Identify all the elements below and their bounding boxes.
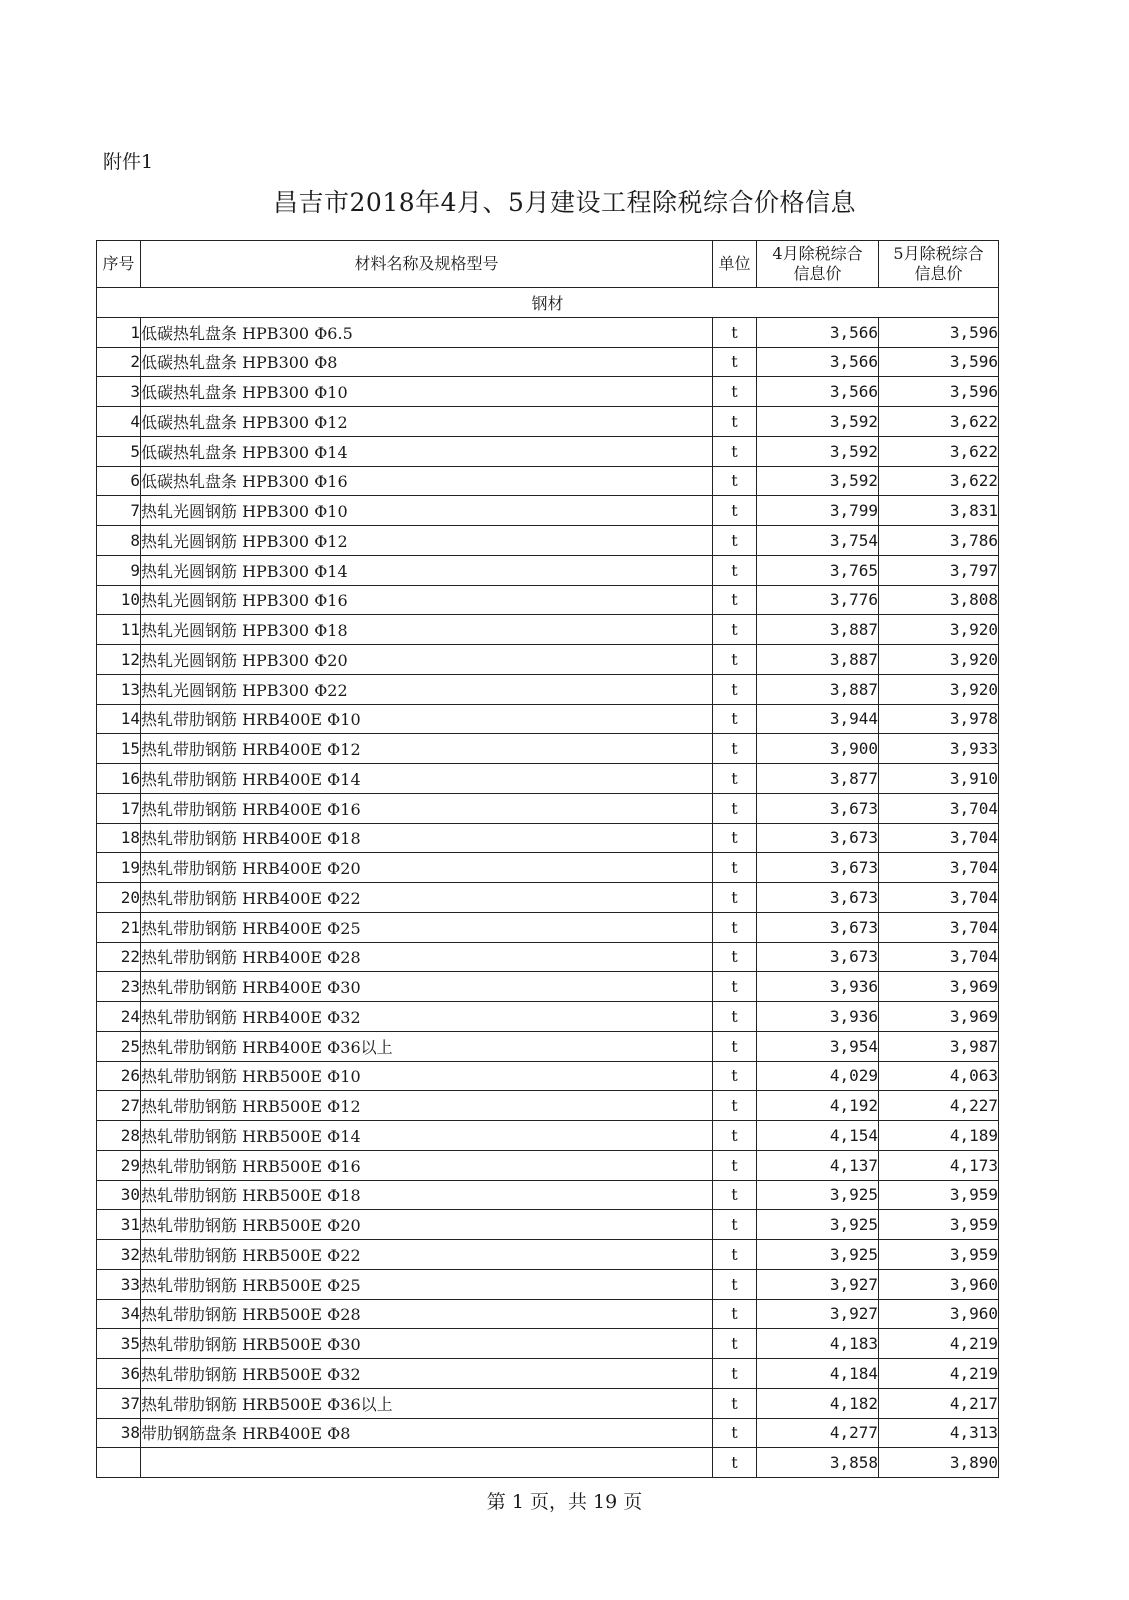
row-number: 9 xyxy=(97,555,141,585)
header-may-line1: 5月除税综合 xyxy=(893,244,984,263)
april-price: 3,887 xyxy=(757,645,879,675)
table-row xyxy=(97,1031,999,1061)
material-name: 热轧光圆钢筋 HPB300 Φ18 xyxy=(141,615,713,645)
may-price: 3,959 xyxy=(879,1210,999,1240)
table-row xyxy=(97,555,999,585)
unit-cell: t xyxy=(713,1359,757,1389)
material-name: 热轧带肋钢筋 HRB500E Φ36以上 xyxy=(141,1388,713,1418)
category-row xyxy=(97,288,999,318)
row-number: 8 xyxy=(97,526,141,556)
may-price: 3,704 xyxy=(879,793,999,823)
table-row xyxy=(97,1121,999,1151)
may-price: 3,960 xyxy=(879,1269,999,1299)
page-footer: 第 1 页，共 19 页 xyxy=(486,1491,643,1513)
header-unit: 单位 xyxy=(713,241,757,288)
may-price: 4,313 xyxy=(879,1418,999,1448)
table-row xyxy=(97,1269,999,1299)
row-number: 35 xyxy=(97,1329,141,1359)
unit-cell: t xyxy=(713,942,757,972)
material-name: 热轧光圆钢筋 HPB300 Φ12 xyxy=(141,526,713,556)
unit-cell: t xyxy=(713,704,757,734)
table-row xyxy=(97,1359,999,1389)
material-name: 热轧带肋钢筋 HRB400E Φ20 xyxy=(141,853,713,883)
row-number: 33 xyxy=(97,1269,141,1299)
may-price: 3,920 xyxy=(879,674,999,704)
table-row xyxy=(97,972,999,1002)
unit-cell: t xyxy=(713,1002,757,1032)
april-price: 4,137 xyxy=(757,1150,879,1180)
row-number xyxy=(97,1448,141,1478)
table-row xyxy=(97,645,999,675)
unit-cell: t xyxy=(713,317,757,347)
table-row xyxy=(97,466,999,496)
table-row xyxy=(97,704,999,734)
april-price: 3,925 xyxy=(757,1210,879,1240)
row-number: 38 xyxy=(97,1418,141,1448)
april-price: 3,592 xyxy=(757,436,879,466)
row-number: 31 xyxy=(97,1210,141,1240)
material-name: 低碳热轧盘条 HPB300 Φ6.5 xyxy=(141,317,713,347)
row-number: 14 xyxy=(97,704,141,734)
table-row xyxy=(97,1002,999,1032)
table-row xyxy=(97,942,999,972)
april-price: 3,673 xyxy=(757,912,879,942)
material-name: 热轧带肋钢筋 HRB500E Φ16 xyxy=(141,1150,713,1180)
may-price: 4,217 xyxy=(879,1388,999,1418)
may-price: 3,969 xyxy=(879,1002,999,1032)
row-number: 30 xyxy=(97,1180,141,1210)
header-apr-line2: 信息价 xyxy=(793,264,842,283)
row-number: 21 xyxy=(97,912,141,942)
material-name: 热轧带肋钢筋 HRB400E Φ12 xyxy=(141,734,713,764)
unit-cell: t xyxy=(713,1418,757,1448)
row-number: 3 xyxy=(97,377,141,407)
table-row xyxy=(97,1210,999,1240)
april-price: 3,592 xyxy=(757,466,879,496)
unit-cell: t xyxy=(713,466,757,496)
april-price: 3,927 xyxy=(757,1299,879,1329)
material-name: 热轧带肋钢筋 HRB400E Φ28 xyxy=(141,942,713,972)
may-price: 3,987 xyxy=(879,1031,999,1061)
april-price: 3,673 xyxy=(757,883,879,913)
may-price: 3,596 xyxy=(879,377,999,407)
unit-cell: t xyxy=(713,674,757,704)
may-price: 3,797 xyxy=(879,555,999,585)
row-number: 16 xyxy=(97,764,141,794)
row-number: 22 xyxy=(97,942,141,972)
row-number: 12 xyxy=(97,645,141,675)
row-number: 27 xyxy=(97,1091,141,1121)
may-price: 3,831 xyxy=(879,496,999,526)
may-price: 3,596 xyxy=(879,317,999,347)
may-price: 3,959 xyxy=(879,1180,999,1210)
material-name: 热轧带肋钢筋 HRB500E Φ18 xyxy=(141,1180,713,1210)
april-price: 3,936 xyxy=(757,972,879,1002)
may-price: 3,704 xyxy=(879,883,999,913)
may-price: 4,189 xyxy=(879,1121,999,1151)
table-row xyxy=(97,912,999,942)
material-name: 热轧带肋钢筋 HRB400E Φ22 xyxy=(141,883,713,913)
header-may-price xyxy=(879,241,999,288)
material-name: 热轧带肋钢筋 HRB400E Φ16 xyxy=(141,793,713,823)
table-row xyxy=(97,764,999,794)
table-row xyxy=(97,1448,999,1478)
material-name: 低碳热轧盘条 HPB300 Φ12 xyxy=(141,407,713,437)
row-number: 13 xyxy=(97,674,141,704)
may-price: 3,910 xyxy=(879,764,999,794)
table-row xyxy=(97,1091,999,1121)
may-price: 4,219 xyxy=(879,1329,999,1359)
unit-cell: t xyxy=(713,615,757,645)
material-name: 热轧带肋钢筋 HRB500E Φ25 xyxy=(141,1269,713,1299)
table-row xyxy=(97,1329,999,1359)
unit-cell: t xyxy=(713,734,757,764)
april-price: 3,887 xyxy=(757,674,879,704)
row-number: 29 xyxy=(97,1150,141,1180)
may-price: 3,704 xyxy=(879,942,999,972)
material-name: 热轧带肋钢筋 HRB400E Φ10 xyxy=(141,704,713,734)
april-price: 3,673 xyxy=(757,793,879,823)
may-price: 4,063 xyxy=(879,1061,999,1091)
material-name: 热轧带肋钢筋 HRB500E Φ14 xyxy=(141,1121,713,1151)
may-price: 3,933 xyxy=(879,734,999,764)
row-number: 25 xyxy=(97,1031,141,1061)
may-price: 3,622 xyxy=(879,407,999,437)
material-name: 热轧光圆钢筋 HPB300 Φ16 xyxy=(141,585,713,615)
row-number: 5 xyxy=(97,436,141,466)
table-row xyxy=(97,377,999,407)
unit-cell: t xyxy=(713,1210,757,1240)
header-name: 材料名称及规格型号 xyxy=(141,241,713,288)
unit-cell: t xyxy=(713,496,757,526)
april-price: 4,277 xyxy=(757,1418,879,1448)
unit-cell: t xyxy=(713,585,757,615)
table-row xyxy=(97,883,999,913)
material-name: 低碳热轧盘条 HPB300 Φ14 xyxy=(141,436,713,466)
material-name: 热轧带肋钢筋 HRB500E Φ28 xyxy=(141,1299,713,1329)
april-price: 3,592 xyxy=(757,407,879,437)
unit-cell: t xyxy=(713,347,757,377)
material-name: 热轧带肋钢筋 HRB500E Φ20 xyxy=(141,1210,713,1240)
unit-cell: t xyxy=(713,823,757,853)
may-price: 4,219 xyxy=(879,1359,999,1389)
table-row xyxy=(97,585,999,615)
price-table xyxy=(96,240,999,1478)
table-row xyxy=(97,347,999,377)
may-price: 3,890 xyxy=(879,1448,999,1478)
row-number: 24 xyxy=(97,1002,141,1032)
unit-cell: t xyxy=(713,764,757,794)
april-price: 3,566 xyxy=(757,317,879,347)
april-price: 3,673 xyxy=(757,823,879,853)
may-price: 4,173 xyxy=(879,1150,999,1180)
table-row xyxy=(97,1299,999,1329)
material-name: 热轧带肋钢筋 HRB400E Φ32 xyxy=(141,1002,713,1032)
header-may-line2: 信息价 xyxy=(914,264,963,283)
attachment-label: 附件1 xyxy=(103,151,154,173)
april-price: 3,673 xyxy=(757,942,879,972)
unit-cell: t xyxy=(713,1329,757,1359)
page-title: 昌吉市2018年4月、5月建设工程除税综合价格信息 xyxy=(273,188,856,217)
april-price: 3,858 xyxy=(757,1448,879,1478)
april-price: 3,776 xyxy=(757,585,879,615)
table-row xyxy=(97,526,999,556)
may-price: 3,704 xyxy=(879,912,999,942)
unit-cell: t xyxy=(713,407,757,437)
header-no: 序号 xyxy=(97,241,141,288)
row-number: 4 xyxy=(97,407,141,437)
unit-cell: t xyxy=(713,526,757,556)
table-row xyxy=(97,496,999,526)
may-price: 3,622 xyxy=(879,466,999,496)
april-price: 3,673 xyxy=(757,853,879,883)
material-name: 低碳热轧盘条 HPB300 Φ8 xyxy=(141,347,713,377)
unit-cell: t xyxy=(713,1091,757,1121)
header-apr-price xyxy=(757,241,879,288)
table-row xyxy=(97,1061,999,1091)
table-row xyxy=(97,615,999,645)
unit-cell: t xyxy=(713,1121,757,1151)
april-price: 3,765 xyxy=(757,555,879,585)
may-price: 3,960 xyxy=(879,1299,999,1329)
may-price: 3,786 xyxy=(879,526,999,556)
row-number: 34 xyxy=(97,1299,141,1329)
may-price: 3,920 xyxy=(879,645,999,675)
unit-cell: t xyxy=(713,645,757,675)
table-row xyxy=(97,407,999,437)
april-price: 3,954 xyxy=(757,1031,879,1061)
may-price: 3,704 xyxy=(879,853,999,883)
april-price: 4,182 xyxy=(757,1388,879,1418)
unit-cell: t xyxy=(713,377,757,407)
april-price: 3,944 xyxy=(757,704,879,734)
row-number: 10 xyxy=(97,585,141,615)
unit-cell: t xyxy=(713,1061,757,1091)
material-name: 热轧光圆钢筋 HPB300 Φ22 xyxy=(141,674,713,704)
april-price: 3,887 xyxy=(757,615,879,645)
material-name: 低碳热轧盘条 HPB300 Φ16 xyxy=(141,466,713,496)
row-number: 2 xyxy=(97,347,141,377)
unit-cell: t xyxy=(713,1240,757,1270)
april-price: 3,925 xyxy=(757,1180,879,1210)
april-price: 3,566 xyxy=(757,347,879,377)
may-price: 4,227 xyxy=(879,1091,999,1121)
april-price: 4,183 xyxy=(757,1329,879,1359)
unit-cell: t xyxy=(713,436,757,466)
unit-cell: t xyxy=(713,912,757,942)
unit-cell: t xyxy=(713,972,757,1002)
row-number: 17 xyxy=(97,793,141,823)
may-price: 3,959 xyxy=(879,1240,999,1270)
may-price: 3,808 xyxy=(879,585,999,615)
table-row xyxy=(97,793,999,823)
april-price: 4,192 xyxy=(757,1091,879,1121)
may-price: 3,622 xyxy=(879,436,999,466)
material-name: 热轧光圆钢筋 HPB300 Φ20 xyxy=(141,645,713,675)
unit-cell: t xyxy=(713,1448,757,1478)
material-name: 热轧光圆钢筋 HPB300 Φ14 xyxy=(141,555,713,585)
material-name: 热轧带肋钢筋 HRB500E Φ30 xyxy=(141,1329,713,1359)
table-row xyxy=(97,734,999,764)
row-number: 15 xyxy=(97,734,141,764)
april-price: 3,925 xyxy=(757,1240,879,1270)
material-name: 热轧带肋钢筋 HRB400E Φ25 xyxy=(141,912,713,942)
table-header-row xyxy=(97,241,999,288)
may-price: 3,920 xyxy=(879,615,999,645)
april-price: 3,799 xyxy=(757,496,879,526)
material-name: 带肋钢筋盘条 HRB400E Φ8 xyxy=(141,1418,713,1448)
table-row xyxy=(97,853,999,883)
table-row xyxy=(97,823,999,853)
may-price: 3,969 xyxy=(879,972,999,1002)
row-number: 19 xyxy=(97,853,141,883)
april-price: 4,184 xyxy=(757,1359,879,1389)
material-name: 热轧带肋钢筋 HRB400E Φ14 xyxy=(141,764,713,794)
row-number: 28 xyxy=(97,1121,141,1151)
row-number: 18 xyxy=(97,823,141,853)
april-price: 3,927 xyxy=(757,1269,879,1299)
table-row xyxy=(97,674,999,704)
unit-cell: t xyxy=(713,1180,757,1210)
row-number: 36 xyxy=(97,1359,141,1389)
material-name: 热轧带肋钢筋 HRB400E Φ18 xyxy=(141,823,713,853)
material-name: 热轧带肋钢筋 HRB500E Φ10 xyxy=(141,1061,713,1091)
may-price: 3,596 xyxy=(879,347,999,377)
row-number: 37 xyxy=(97,1388,141,1418)
april-price: 4,154 xyxy=(757,1121,879,1151)
row-number: 23 xyxy=(97,972,141,1002)
unit-cell: t xyxy=(713,1031,757,1061)
table-row xyxy=(97,1388,999,1418)
unit-cell: t xyxy=(713,1388,757,1418)
may-price: 3,704 xyxy=(879,823,999,853)
april-price: 3,754 xyxy=(757,526,879,556)
april-price: 3,877 xyxy=(757,764,879,794)
unit-cell: t xyxy=(713,555,757,585)
row-number: 11 xyxy=(97,615,141,645)
unit-cell: t xyxy=(713,883,757,913)
unit-cell: t xyxy=(713,853,757,883)
april-price: 3,566 xyxy=(757,377,879,407)
table-row xyxy=(97,1150,999,1180)
row-number: 1 xyxy=(97,317,141,347)
unit-cell: t xyxy=(713,1269,757,1299)
row-number: 6 xyxy=(97,466,141,496)
unit-cell: t xyxy=(713,793,757,823)
unit-cell: t xyxy=(713,1150,757,1180)
may-price: 3,978 xyxy=(879,704,999,734)
material-name: 热轧带肋钢筋 HRB500E Φ22 xyxy=(141,1240,713,1270)
table-row xyxy=(97,1240,999,1270)
category-label: 钢材 xyxy=(97,288,999,318)
april-price: 3,936 xyxy=(757,1002,879,1032)
material-name: 热轧带肋钢筋 HRB500E Φ12 xyxy=(141,1091,713,1121)
material-name: 低碳热轧盘条 HPB300 Φ10 xyxy=(141,377,713,407)
material-name xyxy=(141,1448,713,1478)
material-name: 热轧带肋钢筋 HRB400E Φ30 xyxy=(141,972,713,1002)
material-name: 热轧带肋钢筋 HRB400E Φ36以上 xyxy=(141,1031,713,1061)
material-name: 热轧光圆钢筋 HPB300 Φ10 xyxy=(141,496,713,526)
row-number: 32 xyxy=(97,1240,141,1270)
april-price: 4,029 xyxy=(757,1061,879,1091)
unit-cell: t xyxy=(713,1299,757,1329)
table-body xyxy=(97,288,999,1478)
row-number: 7 xyxy=(97,496,141,526)
table-row xyxy=(97,1418,999,1448)
april-price: 3,900 xyxy=(757,734,879,764)
row-number: 26 xyxy=(97,1061,141,1091)
table-row xyxy=(97,436,999,466)
row-number: 20 xyxy=(97,883,141,913)
table-row xyxy=(97,317,999,347)
header-apr-line1: 4月除税综合 xyxy=(772,244,863,263)
table-row xyxy=(97,1180,999,1210)
material-name: 热轧带肋钢筋 HRB500E Φ32 xyxy=(141,1359,713,1389)
